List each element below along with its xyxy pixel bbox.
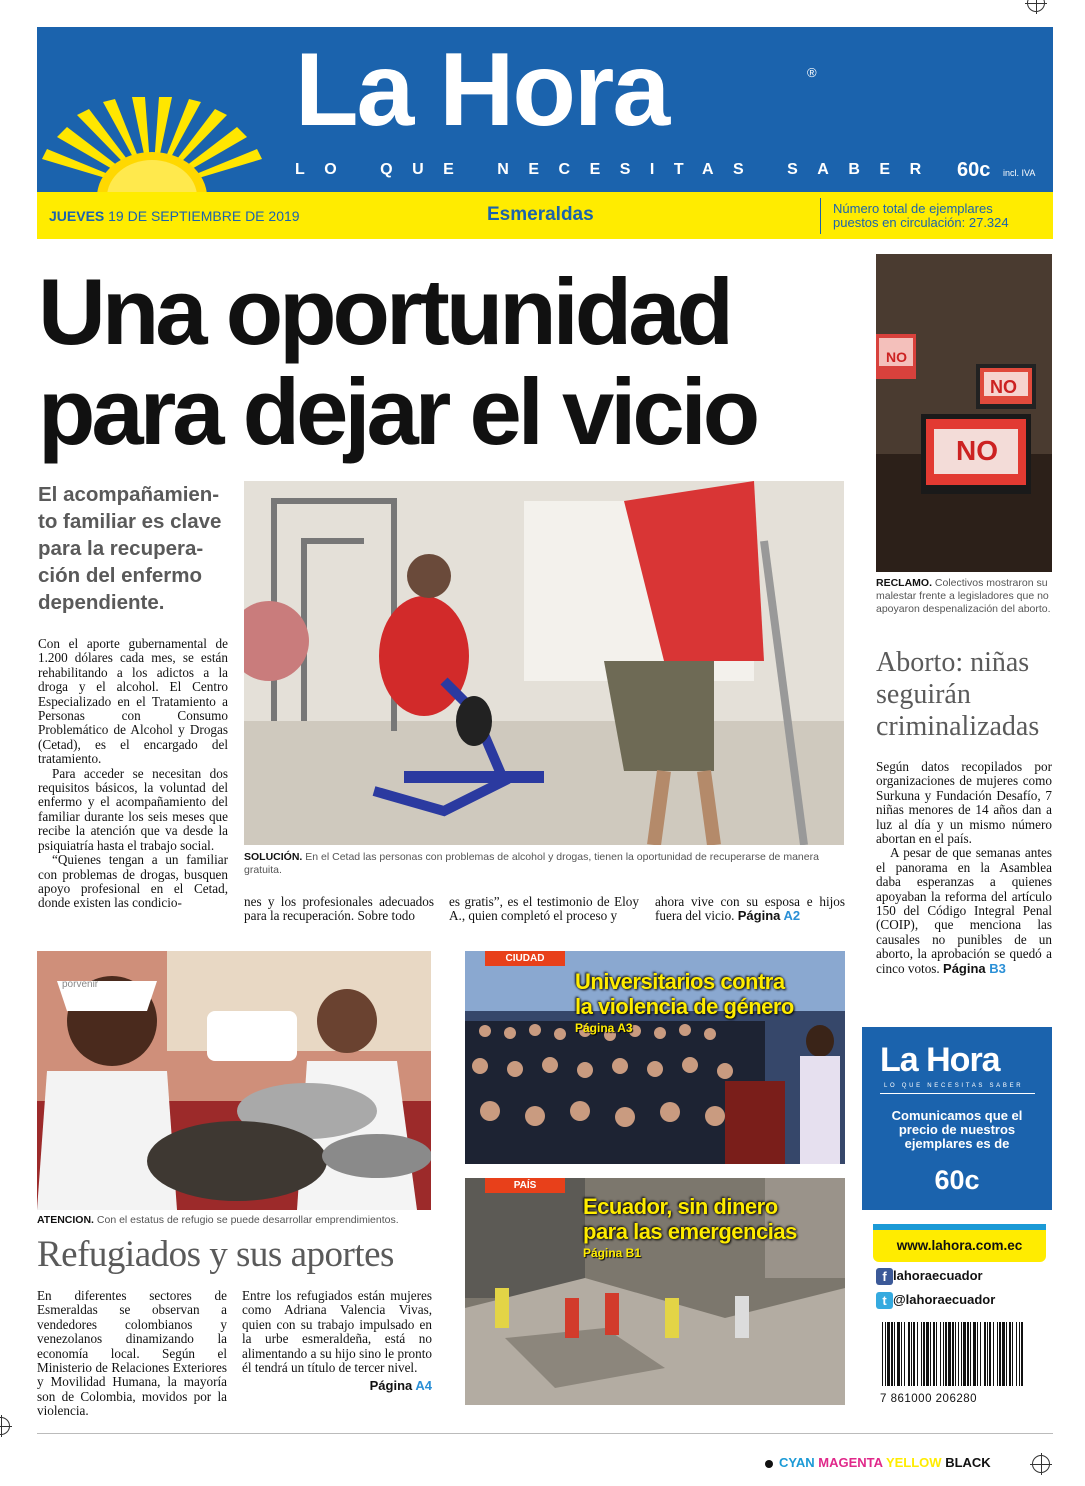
barcode-bar [961,1322,962,1386]
caption-text: En el Cetad las personas con problemas de alcohol y drogas, tienen la oportunidad de recuperarse de manera gratuita. [244,851,819,876]
barcode-bar [901,1322,902,1386]
masthead-price: 60c [957,159,991,181]
barcode-bar [1009,1322,1011,1386]
lead-caption [244,851,844,877]
barcode-bar [999,1322,1001,1386]
aborto-paragraph: Según datos recopilados por organizaciones de mujeres como Surkuna y Fundación Desafío, 7 niñas menores de 14 años dan a luz al día y un mismo número abortan en el país. [876,759,1052,847]
barcode-bar [958,1322,959,1386]
ad-tagline: LO QUE NECESITAS SABER [884,1083,1024,1089]
registration-mark-icon [1032,1455,1050,1473]
lead-headline[interactable] [38,259,858,464]
barcode-bar [1012,1322,1013,1386]
website-banner[interactable] [873,1224,1046,1262]
date-bar [37,192,1053,239]
barcode-bar [984,1322,986,1386]
page-reference-a4[interactable] [242,1379,432,1393]
registration-mark-icon [0,1417,10,1435]
divider [820,198,821,234]
caption-label: SOLUCIÓN. [244,851,303,863]
barcode-bar [904,1322,905,1386]
lead-photo[interactable] [244,481,844,845]
lead-body-col-1 [38,637,228,911]
circulation-info [833,202,1009,230]
registration-mark-icon [1027,0,1045,12]
barcode-bar [997,1322,998,1386]
screen-text: NO [990,377,1017,397]
aborto-caption [876,577,1052,616]
barcode-bar [989,1322,991,1386]
caption-text: Colectivos mostraron su malestar frente a legisladores que no apoyaron despenalización del aborto. [876,577,1051,615]
masthead-price-note: incl. IVA [1003,168,1036,178]
facebook-handle: lahoraecuador [893,1268,983,1283]
circulation-line-1: Número total de ejemplares [833,201,993,216]
promo-pais-title [583,1194,797,1244]
price-notice-ad [862,1027,1052,1210]
lead-paragraph: “Quienes tengan a un familiar con problemas de drogas, busquen apoyo profesional en el Cetad, donde existen las condicio- [38,852,228,911]
barcode-bar [897,1322,900,1386]
caption-label: RECLAMO. [876,577,932,589]
barcode-bar [887,1322,890,1386]
barcode-bar [911,1322,912,1386]
aborto-headline[interactable]: Aborto: niñas seguirán criminalizadas [876,647,1040,742]
promo-title-line-1: Universitarios contra [575,969,785,994]
refugiados-paragraph: Entre los refugiados están mujeres como Adriana Valencia Vivas, quien con su trabajo impulsado en la urbe esmeraldeña, está no alimentando a su hijo sino le pronto él tendrá un título de tercer nivel. [242,1288,432,1376]
promo-pais-page: Página B1 [583,1246,642,1260]
footer-rule [37,1433,1053,1434]
color-magenta: MAGENTA [818,1455,883,1470]
barcode-bar [940,1322,941,1386]
section-tag-pais: PAÍS [485,1178,565,1193]
promo-title-line-1: Ecuador, sin dinero [583,1194,778,1219]
barcode [880,1322,1026,1406]
page-label: Página [369,1378,413,1394]
promo-title-line-2: la violencia de género [575,994,794,1019]
promo-ciudad-title [575,969,794,1019]
photo-sign-text: porvenir [62,979,99,990]
refugiados-body-col-1 [37,1289,227,1419]
lead-body-col-3 [449,895,639,924]
barcode-bar [1021,1322,1023,1386]
lead-deck: El acompañamien-to familiar es clave para la recupera-ción del enfermo dependiente. [38,483,222,614]
barcode-bar [933,1322,935,1386]
lead-paragraph: nes y los profesionales adecuados para la recuperación. Sobre todo [244,894,434,924]
barcode-bar [952,1322,954,1386]
ad-text: Comunicamos que el precio de nuestros ejemplares es de [891,1108,1023,1151]
registered-mark: ® [807,65,817,80]
barcode-bar [973,1322,976,1386]
lead-paragraph: Con el aporte gubernamental de 1.200 dólares cada mes, se están rehabilitando a los adictos a la droga y el alcohol. El Centro Especializado en el Tratamiento a Personas con Consumo Problemático de Alcohol y Drogas (Cetad), es el encargado del tratamiento. [38,636,228,767]
circulation-line-2: puestos en circulación: 27.324 [833,215,1009,230]
masthead [37,27,1053,192]
page-number: A4 [415,1378,432,1394]
sun-logo-icon [37,97,267,192]
page-label: Página [737,908,781,924]
refugiados-caption [37,1214,437,1227]
ad-logo: La Hora [880,1041,1000,1079]
color-black: BLACK [945,1455,991,1470]
color-bar [765,1455,991,1470]
caption-text: Con el estatus de refugio se puede desarrollar emprendimientos. [96,1214,399,1226]
barcode-bar [987,1322,988,1386]
barcode-bar [980,1322,981,1386]
barcode-bar [967,1322,969,1386]
barcode-bar [885,1322,886,1386]
aborto-photo[interactable] [876,254,1052,572]
barcode-bar [882,1322,883,1386]
lead-paragraph [655,895,845,924]
barcode-bar [970,1322,971,1386]
promo-ciudad-page: Página A3 [575,1021,633,1035]
barcode-bar [936,1322,937,1386]
barcode-bar [894,1322,895,1386]
barcode-bar [955,1322,956,1386]
lead-paragraph: Para acceder se necesitan dos requisitos básicos, la voluntad del enfermo y el acompañamiento del familiar durante los seis meses que recibe la atención que va desde la psiquiatría hasta el trabajo social. [38,765,228,853]
barcode-bar [1019,1322,1020,1386]
divider [880,1093,1035,1094]
assembly-photo-illustration [876,254,1052,572]
aborto-body [876,760,1052,976]
refugiados-headline[interactable]: Refugiados y sus aportes [37,1234,394,1275]
page-number: B3 [989,960,1006,976]
barcode-bar [1002,1322,1005,1386]
barcode-bar [908,1322,910,1386]
ad-price: 60c [934,1165,980,1195]
barcode-bar [977,1322,978,1386]
page-reference-a2[interactable] [738,908,800,923]
refugiados-body-col-2 [242,1289,432,1394]
barcode-bar [923,1322,925,1386]
page-reference-b3[interactable] [943,961,1006,976]
barcode-bar [993,1322,994,1386]
color-cyan: CYAN [779,1455,815,1470]
barcode-bar [945,1322,947,1386]
issue-date [49,208,300,224]
edition-name: Esmeraldas [487,204,594,225]
refugiados-photo[interactable] [37,951,431,1210]
barcode-bar [930,1322,931,1386]
lead-headline-line-1: Una oportunidad [38,259,730,364]
barcode-bar [943,1322,944,1386]
barcode-bar [963,1322,966,1386]
refugiados-paragraph: En diferentes sectores de Esmeraldas se observan a vendedores colombianos y venezolanos dinamizando la economía local. Según el Ministerio de Relaciones Exteriores y Movilidad Humana, la mayoría son de Colombia, movidos por la violencia. [37,1288,227,1419]
section-tag-ciudad: CIUDAD [485,951,565,966]
page-label: Página [943,960,986,976]
promo-ciudad[interactable] [465,951,845,1164]
lead-body-col-4 [655,895,845,924]
screen-text: NO [886,349,907,365]
aborto-paragraph [876,846,1052,976]
color-yellow: YELLOW [885,1455,942,1470]
facebook-icon: f [876,1268,893,1285]
barcode-number: 7 861000 206280 [880,1393,978,1405]
twitter-link[interactable] [876,1292,995,1309]
website-url[interactable]: www.lahora.com.ec [873,1230,1046,1262]
barcode-bar [913,1322,915,1386]
facebook-link[interactable] [876,1268,983,1285]
screen-text: NO [956,435,998,466]
twitter-handle: @lahoraecuador [893,1292,996,1307]
barcode-bar [1016,1322,1017,1386]
gym-photo-illustration [244,481,844,845]
promo-pais[interactable] [465,1178,845,1405]
lead-headline-line-2: para dejar el vicio [38,359,757,464]
twitter-icon: t [876,1292,893,1309]
aborto-paragraph-text: A pesar de que semanas antes el panorama en la Asamblea daba esperanzas a quienes apoyaban la reforma del artículo 150 del Código Integral Penal (COIP), que menciona las causales no punibles de un aborto, la aprobación se quedó a cinco votos. [876,845,1052,976]
lead-body-col-2 [244,895,434,924]
barcode-bar [891,1322,893,1386]
page-number: A2 [783,908,801,924]
masthead-tagline: LO QUE NECESITAS SABER [295,161,941,178]
lead-paragraph-text: ahora vive con su esposa e hijos fuera del vicio. [655,894,845,924]
masthead-logo[interactable]: La Hora [295,32,669,148]
issue-weekday: JUEVES [49,208,105,224]
lead-paragraph: es gratis”, es el testimonio de Eloy A., quien completó el proceso y [449,894,639,924]
barcode-bar [948,1322,951,1386]
barcode-bar [921,1322,922,1386]
barcode-bar [1006,1322,1007,1386]
issue-full-date: 19 DE SEPTIEMBRE DE 2019 [108,208,300,224]
barcode-bar [926,1322,929,1386]
dot-icon [765,1460,773,1468]
caption-label: ATENCION. [37,1214,94,1226]
barcode-icon [880,1322,1026,1388]
promo-title-line-2: para las emergencias [583,1219,797,1244]
barcode-bar [917,1322,918,1386]
